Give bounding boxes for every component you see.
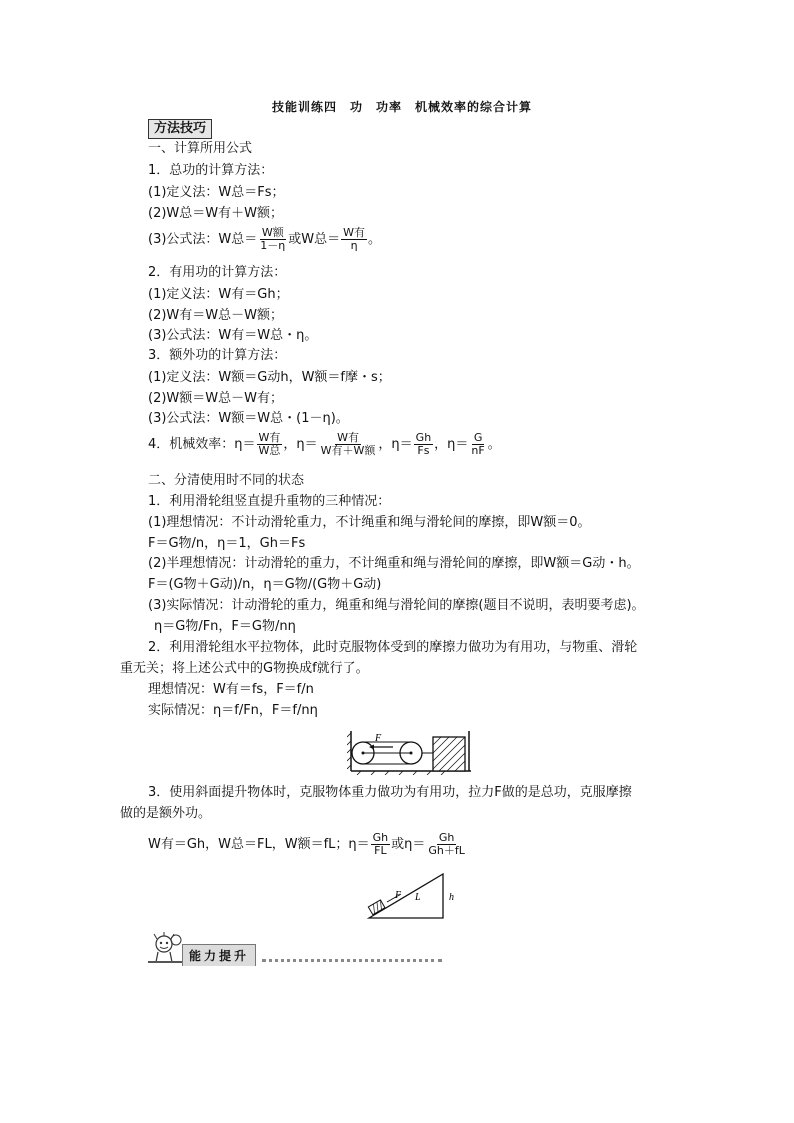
incline-force-label: F	[395, 890, 402, 901]
extra-work-line-3: (3)公式法：W额＝W总・(1－η)。	[148, 411, 349, 426]
denominator: FL	[374, 844, 387, 857]
incline-figure	[365, 870, 465, 922]
total-work-heading: 1．总功的计算方法：	[148, 163, 274, 178]
fraction	[426, 832, 467, 857]
mascot-icon	[148, 932, 186, 964]
text-segment: 或W总＝	[288, 232, 341, 247]
semi-ideal-case-formula: F＝(G物＋G动)/n，η＝G物/(G物＋G动)	[148, 577, 382, 592]
denominator: Fs	[417, 444, 430, 457]
pulley-vertical-heading: 1．利用滑轮组竖直提升重物的三种情况：	[148, 494, 391, 509]
denominator: nF	[471, 444, 485, 457]
fraction	[414, 432, 434, 457]
fraction	[257, 432, 283, 457]
text-segment: ，η＝	[378, 437, 413, 452]
text-segment: W有＝Gh，W总＝FL，W额＝fL；η＝	[148, 837, 370, 852]
text-segment: 4．机械效率：η＝	[148, 437, 256, 452]
text-segment: 或η＝	[391, 837, 426, 852]
horizontal-pull-line-2: 重无关；将上述公式中的G物换成f就行了。	[120, 661, 369, 676]
numerator: Gh	[415, 431, 432, 444]
ideal-case-line: (1)理想情况：不计动滑轮重力，不计绳重和绳与滑轮间的摩擦，即W额＝0。	[148, 515, 591, 530]
ability-tab: 能力提升	[182, 944, 256, 966]
force-label: F	[375, 733, 382, 744]
text-segment: ，η＝	[434, 437, 469, 452]
fraction	[341, 227, 367, 252]
page-title: 技能训练四 功 功率 机械效率的综合计算	[272, 100, 533, 114]
real-case-line: (3)实际情况：计动滑轮的重力，绳重和绳与滑轮间的摩擦(题目不说明，表明要考虑)。	[148, 598, 645, 613]
denominator: 1－η	[260, 239, 286, 252]
fraction	[258, 227, 287, 252]
useful-work-line-1: (1)定义法：W有＝Gh；	[148, 287, 289, 302]
total-work-line-3	[148, 227, 381, 252]
real-case-formula: η＝G物/Fn，F＝G物/nη	[154, 619, 296, 634]
denominator: Gh＋fL	[428, 844, 465, 857]
horizontal-ideal-line: 理想情况：W有＝fs，F＝f/n	[148, 682, 314, 697]
numerator: Gh	[372, 831, 389, 844]
incline-line-1: 3．使用斜面提升物体时，克服物体重力做功为有用功，拉力F做的是总功，克服摩擦	[148, 785, 632, 800]
denominator: W有＋W额	[320, 444, 376, 457]
incline-triangle	[369, 874, 443, 918]
incline-formula	[148, 832, 468, 857]
incline-length-label: L	[415, 892, 421, 903]
fraction	[319, 432, 378, 457]
horizontal-pull-line-1: 2．利用滑轮组水平拉物体，此时克服物体受到的摩擦力做功为有用功，与物重、滑轮	[148, 640, 638, 655]
numerator: W有	[343, 226, 366, 239]
fraction	[371, 832, 391, 857]
horizontal-pulley-figure	[347, 727, 473, 775]
fraction	[469, 432, 486, 457]
incline-line-2: 做的是额外功。	[120, 806, 212, 821]
extra-work-line-2: (2)W额＝W总－W有；	[148, 391, 283, 406]
extra-work-line-1: (1)定义法：W额＝G动h，W额＝f摩・s；	[148, 370, 391, 385]
semi-ideal-case-line: (2)半理想情况：计动滑轮的重力，不计绳重和绳与滑轮间的摩擦，即W额＝G动・h。	[148, 556, 640, 571]
useful-work-heading: 2．有用功的计算方法：	[148, 265, 287, 280]
ideal-case-formula: F＝G物/n，η＝1，Gh＝Fs	[148, 536, 306, 551]
total-work-line-2: (2)W总＝W有＋W额；	[148, 206, 283, 221]
numerator: W额	[261, 226, 284, 239]
numerator: W有	[337, 431, 359, 444]
extra-work-heading: 3．额外功的计算方法：	[148, 348, 287, 363]
total-work-line-1: (1)定义法：W总＝Fs；	[148, 185, 285, 200]
efficiency-line	[148, 432, 501, 457]
useful-work-line-3: (3)公式法：W有＝W总・η。	[148, 328, 318, 343]
denominator: W总	[258, 444, 281, 457]
numerator: W有	[258, 431, 281, 444]
method-label: 方法技巧	[148, 119, 212, 139]
useful-work-line-2: (2)W有＝W总－W额；	[148, 308, 283, 323]
text-segment: (3)公式法：W总＝	[148, 232, 258, 247]
text-segment: 。	[487, 437, 501, 452]
numerator: Gh	[438, 831, 455, 844]
section-heading-states: 二、分清使用时不同的状态	[148, 473, 305, 488]
text-segment: ，η＝	[283, 437, 318, 452]
text-segment: 。	[368, 232, 382, 247]
dotted-divider	[262, 959, 442, 962]
numerator: G	[473, 431, 483, 444]
horizontal-real-line: 实际情况：η＝f/Fn，F＝f/nη	[148, 703, 318, 718]
section-heading-formulas: 一、计算所用公式	[148, 141, 253, 156]
incline-height-label: h	[449, 892, 454, 903]
denominator: η	[350, 239, 358, 252]
